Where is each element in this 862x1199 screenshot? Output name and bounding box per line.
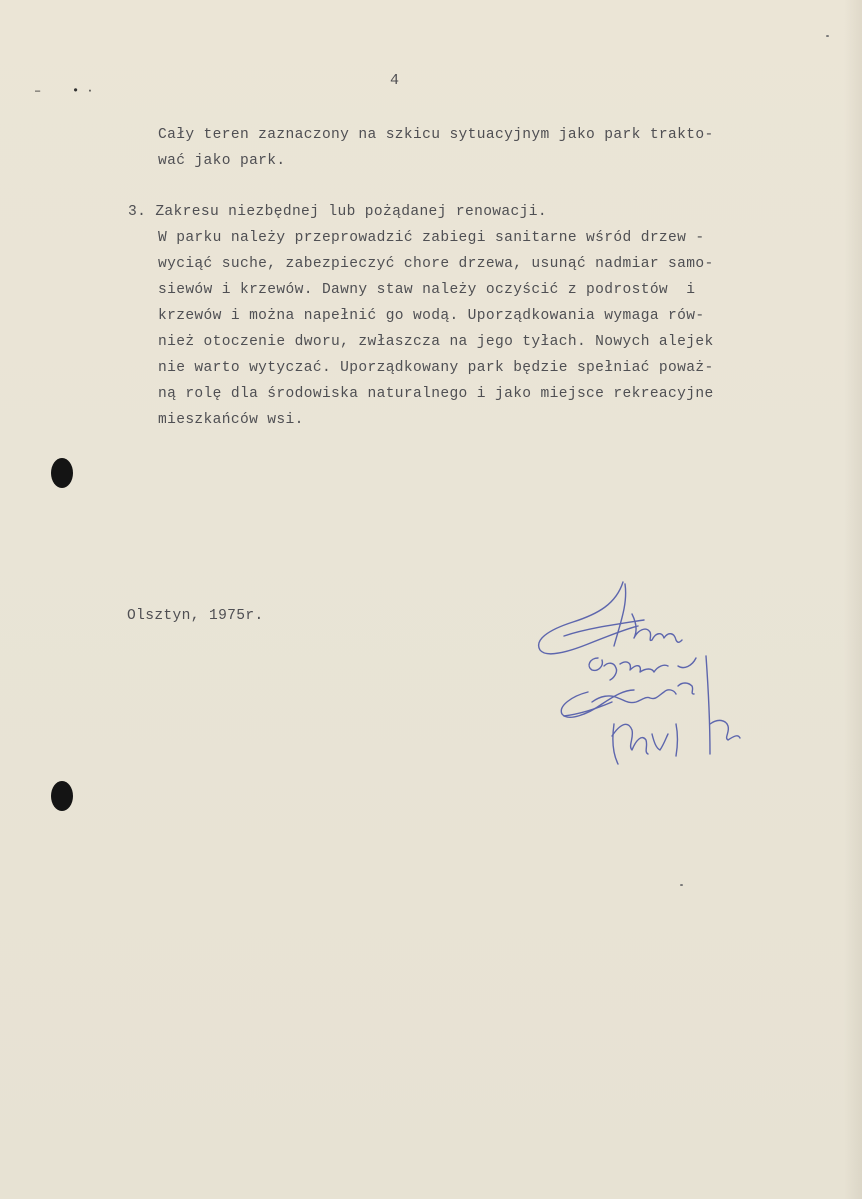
handwritten-signatures — [528, 574, 758, 774]
page-edge-shadow — [844, 0, 862, 1199]
section-line: mieszkańców wsi. — [158, 412, 304, 428]
section-line: ną rolę dla środowiska naturalnego i jako miejsce rekreacyjne — [158, 386, 714, 402]
margin-mark: • · — [72, 84, 94, 98]
intro-line: Cały teren zaznaczony na szkicu sytuacyjnym jako park trakto- — [158, 127, 714, 143]
section-line: wyciąć suche, zabezpieczyć chore drzewa, usunąć nadmiar samo- — [158, 256, 714, 272]
punch-hole-top — [51, 458, 73, 488]
intro-line: wać jako park. — [158, 153, 286, 169]
section-line: nie warto wytyczać. Uporządkowany park będzie spełniać poważ- — [158, 360, 714, 376]
section-heading: 3. Zakresu niezbędnej lub pożądanej renowacji. — [128, 204, 547, 220]
section-line: nież otoczenie dworu, zwłaszcza na jego tyłach. Nowych alejek — [158, 334, 714, 350]
paper-speck — [680, 884, 683, 886]
section-line: krzewów i można napełnić go wodą. Uporządkowania wymaga rów- — [158, 308, 705, 324]
section-line: W parku należy przeprowadzić zabiegi sanitarne wśród drzew - — [158, 230, 705, 246]
page-number: 4 — [390, 72, 401, 89]
punch-hole-bottom — [51, 781, 73, 811]
margin-mark: ‒ — [34, 84, 42, 98]
section-line: siewów i krzewów. Dawny staw należy oczyścić z podrostów i — [158, 282, 696, 298]
place-date: Olsztyn, 1975r. — [127, 608, 264, 624]
paper-speck — [826, 35, 829, 37]
